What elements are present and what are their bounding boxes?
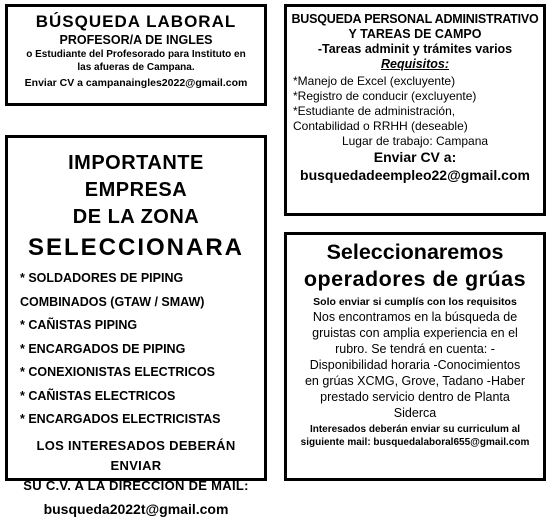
ad-crane-operators: [284, 232, 546, 481]
ad3-positions-list: [14, 267, 258, 432]
ad4-body-line: gruistas con amplia experiencia en el: [312, 326, 518, 340]
ad4-footer-line2: siguiente mail: busquedalaboral655@gmail.com: [300, 437, 530, 448]
ad1-desc-line1: o Estudiante del Profesorado para Instituto en: [26, 49, 246, 60]
ad1-send-line: Enviar CV a campanaingles2022@gmail.com: [24, 77, 248, 89]
ad1-title: BÚSQUEDA LABORAL: [35, 12, 237, 31]
ad3-position-item: * CAÑISTAS PIPING: [20, 318, 138, 332]
ad2-requirement: Contabilidad o RRHH (deseable): [293, 119, 468, 133]
ad4-title-line2: operadores de grúas: [303, 267, 527, 291]
ad-piping-company: [5, 135, 267, 517]
ad2-requisitos-label: Requisitos:: [380, 57, 450, 71]
ad2-title-line2: Y TAREAS DE CAMPO: [348, 27, 482, 41]
ad4-subtitle: Solo enviar si cumplís con los requisitos: [313, 296, 517, 308]
ad4-body: [291, 309, 539, 421]
ad3-position-item: * ENCARGADOS DE PIPING: [20, 341, 186, 356]
ad4-body-line: Nos encontramos en la búsqueda de: [312, 310, 518, 324]
ad1-position: PROFESOR/A DE INGLES: [59, 33, 213, 47]
ad-ingles-teacher: [5, 4, 267, 106]
ad2-requirement: *Estudiante de administración,: [293, 104, 456, 118]
ad4-body-line: Disponibilidad horaria -Conocimientos: [309, 358, 521, 372]
ad3-position-item: COMBINADOS (GTAW / SMAW): [20, 294, 205, 309]
ad4-body-line: Siderca: [393, 406, 437, 420]
ad1-desc-line2: las afueras de Campana.: [77, 62, 195, 73]
ad2-email: busquedadeempleo22@gmail.com: [300, 167, 530, 183]
ad3-title-line1: IMPORTANTE EMPRESA: [68, 152, 204, 201]
ad3-footer-line1: LOS INTERESADOS DEBERÁN ENVIAR: [36, 437, 236, 473]
ad-administrative: [284, 4, 546, 216]
ad3-footer-line2: SU C.V. A LA DIRECCIÓN DE MAIL:: [23, 477, 249, 493]
ad2-requirement: *Manejo de Excel (excluyente): [293, 74, 456, 88]
ad3-position-item: * SOLDADORES DE PIPING: [20, 271, 184, 285]
ad4-footer-line1: Interesados deberán enviar su curriculum al: [309, 424, 521, 435]
ad2-location: Lugar de trabajo: Campana: [341, 134, 489, 148]
ad2-title-line1: BUSQUEDA PERSONAL ADMINISTRATIVO: [291, 12, 539, 26]
ad3-title-line2: DE LA ZONA: [72, 206, 200, 228]
ad4-title-line1: Seleccionaremos: [326, 240, 504, 264]
ad2-requirements-list: [291, 74, 539, 134]
ad3-position-item: * CAÑISTAS ELECTRICOS: [20, 388, 176, 403]
ad4-body-line: prestado servicio dentro de Planta: [320, 390, 510, 404]
ad3-email: busqueda2022t@gmail.com: [43, 500, 229, 517]
ad4-body-line: rubro. Se tendrá en cuenta: -: [335, 342, 495, 356]
ad2-requirement: *Registro de conducir (excluyente): [293, 89, 477, 103]
ad4-body-line: en grúas XCMG, Grove, Tadano -Haber: [304, 374, 525, 388]
ad2-send-label: Enviar CV a:: [373, 149, 457, 165]
ad3-position-item: * ENCARGADOS ELECTRICISTAS: [20, 412, 221, 426]
ad3-position-item: * CONEXIONISTAS ELECTRICOS: [20, 365, 215, 379]
ad2-tasks: -Tareas adminit y trámites varios: [317, 42, 513, 56]
ad3-title-line3: SELECCIONARA: [27, 234, 244, 261]
